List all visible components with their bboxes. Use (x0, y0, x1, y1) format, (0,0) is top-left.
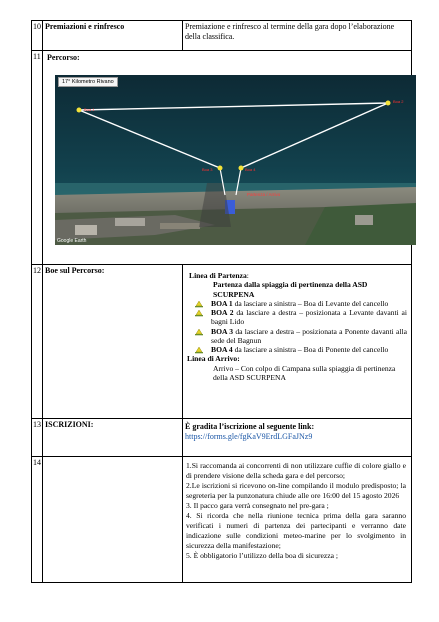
row-number: 12 (32, 265, 43, 419)
row-label: ISCRIZIONI: (43, 419, 183, 457)
row-label (43, 457, 183, 583)
buoy-item (193, 308, 407, 327)
buoy-code: BOA 4 (211, 345, 233, 354)
buoy-item (193, 345, 407, 354)
buoy-code: BOA 3 (211, 326, 234, 336)
map-title: 17° Kilometro Rivano (58, 77, 118, 88)
buoy-code: BOA 2 (211, 308, 234, 317)
aerial-photo-icon (55, 75, 416, 245)
row-label: Boe sul Percorso: (43, 265, 183, 419)
map-credit: Google Earth (57, 237, 87, 244)
row-content (183, 419, 412, 457)
start-line-heading: Linea di Partenza: (189, 271, 249, 280)
arrival-line-heading: Linea di Arrivo: (187, 354, 240, 364)
row-label: Percorso: (47, 53, 80, 62)
row-number: 14 (32, 457, 43, 583)
row-content: Premiazione e rinfresco al termine della gara dopo l’elaborazione della classifica. (183, 21, 412, 51)
row-note (32, 457, 412, 583)
buoy-icon (193, 345, 211, 354)
note-item: 5. È obbligatorio l’utilizzo della boa di sicurezza ; (186, 551, 339, 561)
row-content (183, 265, 412, 419)
buoy-description: da lasciare a sinistra – Boa di Levante del cancello (232, 298, 389, 308)
course-map-image (55, 75, 416, 245)
buoy-item (193, 299, 407, 308)
arrival-line-text: Arrivo – Con colpo di Campana sulla spiaggia di pertinenza della ASD SCURPENA (213, 363, 396, 382)
note-item: 1.Si raccomanda ai concorrenti di non utilizzare cuffie di colore giallo e di prendere visione della scheda gara e del percorso; (186, 461, 406, 481)
map-buoy-label: Boa 4 (245, 166, 256, 172)
buoy-code: BOA 1 (211, 298, 233, 308)
map-buoy-label: Boa 1 (84, 106, 95, 112)
row-number: 10 (32, 21, 43, 51)
map-buoy-label: Boa 3 (202, 166, 213, 172)
row-number: 11 (32, 51, 43, 265)
map-buoy-label: Boa 2 (393, 98, 404, 104)
buoy-description: da lasciare a sinistra – Boa di Ponente del cancello (232, 345, 389, 354)
start-finish-label: Partenza / Arrivo (247, 191, 281, 197)
buoy-icon (193, 308, 211, 317)
buoy-description: da lasciare a destra – posizionata a Ponente davanti alla sede del Bagnun (211, 326, 407, 345)
buoy-item (193, 327, 407, 346)
row-premiazioni (32, 21, 412, 51)
notes-list (183, 457, 412, 583)
registration-link[interactable]: https://forms.gle/fgKaV9ErdLGFaJNz9 (185, 431, 313, 441)
buoy-description: da lasciare a destra – posizionata a Levante davanti ai bagni Lido (211, 308, 408, 327)
row-boe (32, 265, 412, 419)
start-line-text: Partenza dalla spiaggia di pertinenza della ASD SCURPENA (213, 280, 368, 299)
note-item: 2.Le iscrizioni si ricevono on-line compilando il modulo predisposto; la segreteria per la punzonatura chiude alle ore 16:00 del 15 agosto 2026 (186, 481, 406, 501)
row-content (43, 51, 412, 265)
note-item: 4. Si ricorda che nella riunione tecnica prima della gara saranno verificati i numeri di partenza dei partecipanti e verranno date indicazione sulle condizioni meteo-marine per lo svolgimento in sicurezza della manifestazione; (186, 511, 406, 551)
registration-heading: È gradita l’iscrizione al seguente link: (185, 422, 315, 431)
row-number: 13 (32, 419, 43, 457)
row-iscrizioni (32, 419, 412, 457)
buoy-icon (193, 299, 211, 308)
regulation-table (31, 20, 412, 583)
row-label: Premiazioni e rinfresco (43, 21, 183, 51)
row-percorso (32, 51, 412, 265)
note-item: 3. Il pacco gara verrà consegnato nel pre-gara ; (186, 501, 329, 511)
buoy-icon (193, 327, 211, 336)
